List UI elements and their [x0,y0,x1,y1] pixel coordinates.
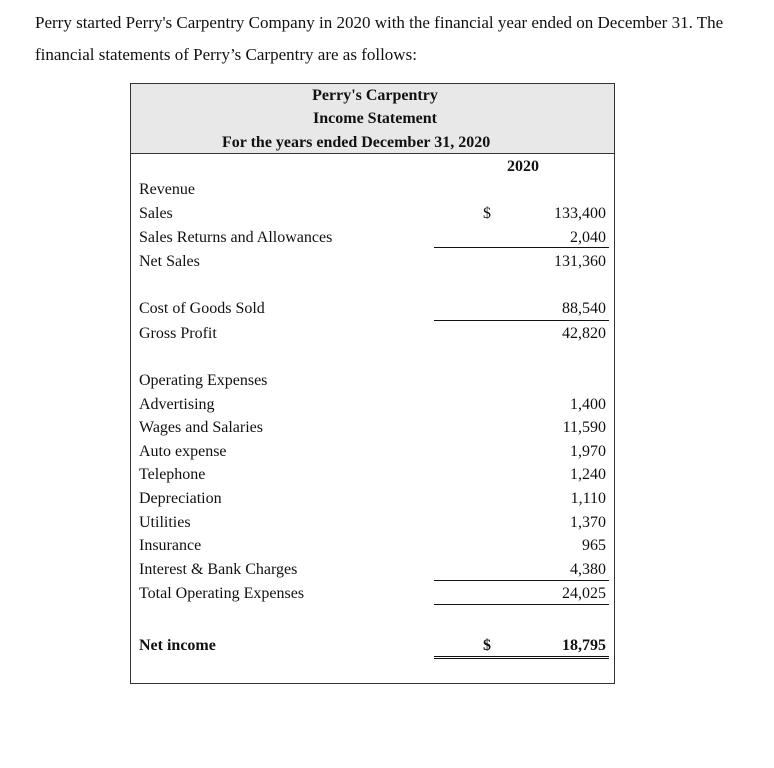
returns-value: 2,040 [570,229,606,246]
sales-value: 133,400 [554,205,606,222]
expense-label: Auto expense [139,443,227,460]
expense-label: Depreciation [139,490,222,507]
cogs-value: 88,540 [562,300,606,317]
income-statement-table [130,83,615,684]
cogs-label: Cost of Goods Sold [139,300,265,317]
expense-value: 1,240 [570,466,606,483]
total-opex-value: 24,025 [562,585,606,602]
net-sales-label: Net Sales [139,253,200,270]
currency-symbol: $ [483,205,491,222]
expense-value: 965 [582,537,606,554]
subtotal-rule [434,320,609,321]
statement-header [131,84,614,154]
currency-symbol: $ [483,637,491,654]
net-sales-value: 131,360 [554,253,606,270]
subtotal-rule [434,580,609,581]
year-column-header: 2020 [507,158,539,175]
expense-value: 1,970 [570,443,606,460]
expense-label: Telephone [139,466,206,483]
expense-value: 1,110 [570,490,606,507]
net-income-value: 18,795 [562,637,606,654]
intro-paragraph: Perry started Perry's Carpentry Company in 2020 with the financial year ended on December 31. The financial statements of Perry’s Carpentry are as follows: [35,13,724,64]
statement-period: For the years ended December 31, 2020 [222,134,491,151]
expense-value: 4,380 [570,561,606,578]
opex-heading: Operating Expenses [139,372,268,389]
revenue-heading: Revenue [139,181,195,198]
expense-label: Interest & Bank Charges [139,561,298,578]
subtotal-rule [434,247,609,248]
gross-profit-label: Gross Profit [139,325,217,342]
expense-value: 1,400 [570,396,606,413]
expense-label: Utilities [139,514,191,531]
expense-label: Advertising [139,396,215,413]
total-opex-label: Total Operating Expenses [139,585,305,602]
double-underline [434,656,609,659]
gross-profit-value: 42,820 [562,325,606,342]
expense-label: Insurance [139,537,202,554]
subtotal-rule [434,604,609,605]
net-income-label: Net income [139,637,216,654]
company-name: Perry's Carpentry [312,87,438,104]
statement-title: Income Statement [313,110,437,127]
expense-value: 11,590 [562,419,606,436]
expense-value: 1,370 [570,514,606,531]
sales-label: Sales [139,205,173,222]
expense-label: Wages and Salaries [139,419,263,436]
returns-label: Sales Returns and Allowances [139,229,333,246]
